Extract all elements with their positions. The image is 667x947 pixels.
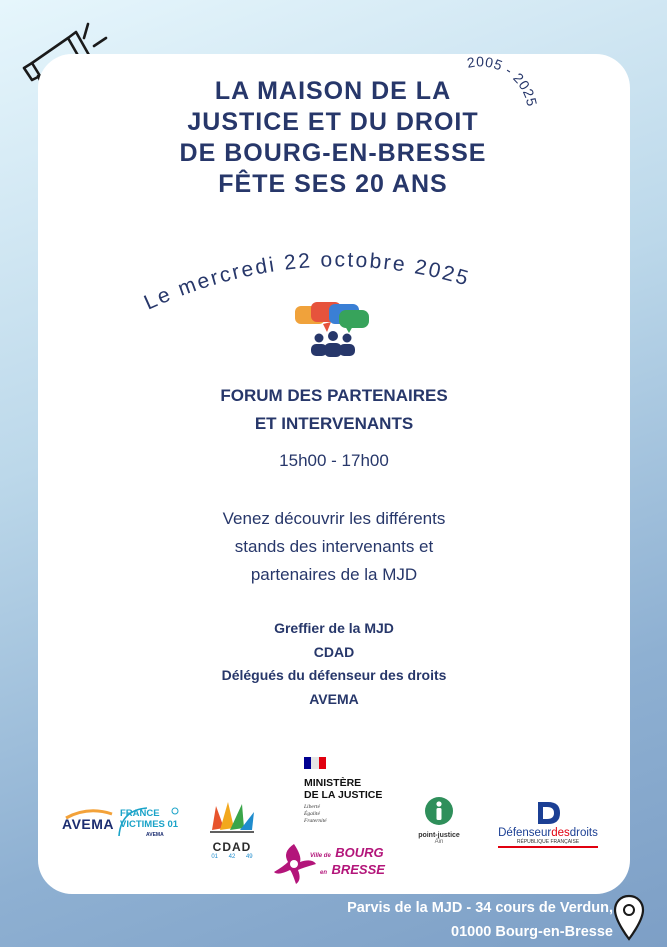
france-victimes-arc-icon (117, 806, 183, 838)
france-victimes-sub: AVEMA (146, 832, 164, 838)
cdad-numbers (206, 854, 258, 860)
intro-line-2: stands des intervenants et (234, 537, 434, 556)
forum-line-2: ET INTERVENANTS (254, 414, 414, 433)
event-address (253, 896, 613, 944)
partner-item: CDAD (313, 643, 355, 660)
defenseur-d-icon (532, 800, 564, 826)
point-justice-area: Ain (434, 839, 444, 845)
cdad-fan-icon (206, 800, 258, 834)
ministere-line-1: MINISTÈRE (304, 777, 362, 789)
bourg-en: en (320, 870, 328, 876)
cdad-number: 01 (211, 854, 218, 860)
marianne-icon (304, 757, 326, 769)
title-line-3: DE BOURG-EN-BRESSE (179, 139, 487, 167)
france-victimes-line-1: FRANCE (120, 808, 160, 819)
partner-item: Greffier de la MJD (274, 620, 394, 636)
cdad-number: 42 (228, 854, 236, 860)
page-title (98, 76, 568, 200)
defenseur-name (492, 827, 604, 839)
title-line-2: JUSTICE ET DU DROIT (187, 108, 479, 136)
defenseur-word: Défenseur (498, 827, 552, 839)
discussion-group-icon (293, 300, 373, 360)
address-line-1: Parvis de la MJD - 34 cours de Verdun, (347, 900, 613, 916)
ministere-justice-logo (304, 756, 404, 828)
motto-line: Liberté (304, 804, 320, 810)
partners-list (134, 617, 534, 711)
forum-line-1: FORUM DES PARTENAIRES (220, 386, 448, 405)
bourg-en-bresse-logo (272, 840, 398, 886)
cdad-text: CDAD (212, 840, 252, 854)
defenseur-des-droits-logo (492, 800, 604, 852)
title-line-1: LA MAISON DE LA (214, 77, 452, 105)
avema-logo (62, 804, 192, 852)
years-text: 2005 - 2025 (465, 53, 541, 108)
address-line-2: 01000 Bourg-en-Bresse (451, 924, 613, 940)
cdad-logo (206, 800, 258, 858)
france-victimes-line-2: VICTIMES 01 (120, 819, 179, 830)
motto-line: Fraternité (304, 818, 327, 824)
point-justice-logo (414, 796, 464, 852)
bourg-word: BOURG (335, 845, 384, 860)
ministere-line-2: DE LA JUSTICE (304, 789, 383, 801)
intro-text (164, 505, 504, 589)
partner-item: AVEMA (309, 690, 359, 707)
ministere-name (304, 777, 404, 801)
avema-text: AVEMA (62, 816, 115, 832)
intro-line-1: Venez découvrir les différents (222, 509, 446, 528)
des-word: des (551, 827, 570, 839)
bourg-text (310, 846, 385, 880)
bresse-word: BRESSE (331, 862, 385, 877)
location-pin-icon (612, 893, 646, 943)
ministere-motto (304, 804, 404, 825)
point-justice-text: point-justice (418, 832, 460, 839)
event-hours: 15h00 - 17h00 (279, 451, 389, 470)
motto-line: Égalité (304, 811, 320, 817)
info-icon (424, 796, 454, 826)
partner-item: Délégués du défenseur des droits (221, 667, 447, 683)
intro-line-3: partenaires de la MJD (250, 565, 418, 584)
title-line-4: FÊTE SES 20 ANS (218, 170, 448, 198)
defenseur-republique: RÉPUBLIQUE FRANÇAISE (498, 839, 598, 848)
droits-word: droits (569, 827, 598, 839)
cdad-number: 49 (245, 854, 253, 860)
date-text: Le mercredi 22 octobre 2025 (140, 248, 473, 315)
forum-heading (134, 382, 534, 438)
bourg-prefix: Ville de (310, 853, 331, 859)
